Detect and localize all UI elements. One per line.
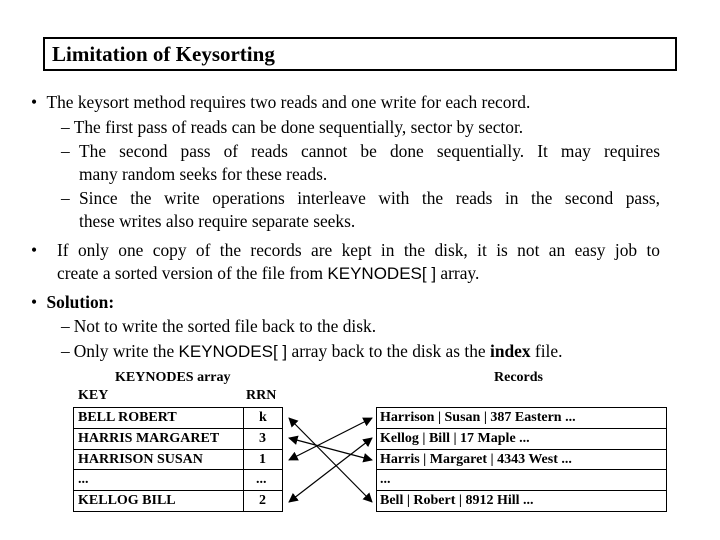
keynodes-code: KEYNODES[ ]: [178, 342, 288, 361]
sub-bullet-text: file.: [530, 341, 563, 361]
keynodes-key-cell: HARRISON SUSAN: [78, 452, 203, 467]
record-cell: Kellog | Bill | 17 Maple ...: [380, 431, 530, 446]
sub-bullet-marker: –: [61, 316, 70, 336]
records-title: Records: [494, 370, 543, 385]
keynodes-title: KEYNODES array: [115, 370, 231, 385]
bullet-2-line1: If only one copy of the records are kept in the disk, it is not an easy job to: [57, 240, 660, 260]
sub-bullet-2-line1: The second pass of reads cannot be done sequentially. It may requires: [79, 141, 660, 161]
keynodes-rrn-cell: 2: [259, 493, 266, 508]
keynodes-rrn-cell: 3: [259, 431, 266, 446]
bullet-text: array.: [436, 263, 480, 283]
sub-bullet-3-line2: these writes also require separate seeks.: [79, 211, 356, 231]
bullet-marker: •: [31, 240, 38, 260]
sub-bullet-marker: –: [61, 188, 70, 208]
bullet-marker: •: [31, 292, 38, 312]
keynodes-rrn-cell: k: [259, 410, 267, 425]
pointer-arrow: [289, 438, 372, 502]
solution-heading: Solution:: [46, 292, 115, 312]
sub-bullet-2-line2: many random seeks for these reads.: [79, 164, 328, 184]
sub-bullet-text: Only write the: [73, 341, 179, 361]
keynodes-code: KEYNODES[ ]: [327, 264, 437, 283]
sub-bullet-text: Not to write the sorted file back to the disk.: [73, 316, 377, 336]
keynodes-rrn-cell: ...: [256, 472, 267, 487]
keynodes-key-cell: KELLOG BILL: [78, 493, 176, 508]
keynodes-rrn-cell: 1: [259, 452, 266, 467]
pointer-arrow: [289, 418, 372, 460]
slide-title: Limitation of Keysorting: [52, 42, 275, 66]
keynodes-key-cell: BELL ROBERT: [78, 410, 177, 425]
sub-bullet-text: array back to the disk as the: [287, 341, 490, 361]
sub-bullet-marker: –: [61, 141, 70, 161]
sub-bullet-3-line1: Since the write operations interleave with the reads in the second pass,: [79, 188, 660, 208]
pointer-arrow: [289, 438, 372, 460]
keynodes-key-cell: HARRIS MARGARET: [78, 431, 220, 446]
bullet-marker: •: [31, 92, 38, 112]
col-rrn-header: RRN: [246, 388, 277, 403]
col-key-header: KEY: [78, 388, 109, 403]
record-cell: ...: [380, 472, 391, 487]
sub-bullet-text: The first pass of reads can be done sequentially, sector by sector.: [73, 117, 524, 137]
bullet-text: The keysort method requires two reads and one write for each record.: [46, 92, 531, 112]
sub-bullet-marker: –: [61, 341, 70, 361]
record-cell: Harris | Margaret | 4343 West ...: [380, 452, 572, 467]
index-word: index: [489, 341, 531, 361]
pointer-arrow: [289, 418, 372, 502]
record-cell: Harrison | Susan | 387 Eastern ...: [380, 410, 576, 425]
sub-bullet-marker: –: [61, 117, 70, 137]
record-cell: Bell | Robert | 8912 Hill ...: [380, 493, 534, 508]
bullet-text: create a sorted version of the file from: [57, 263, 328, 283]
keynodes-key-cell: ...: [78, 472, 89, 487]
